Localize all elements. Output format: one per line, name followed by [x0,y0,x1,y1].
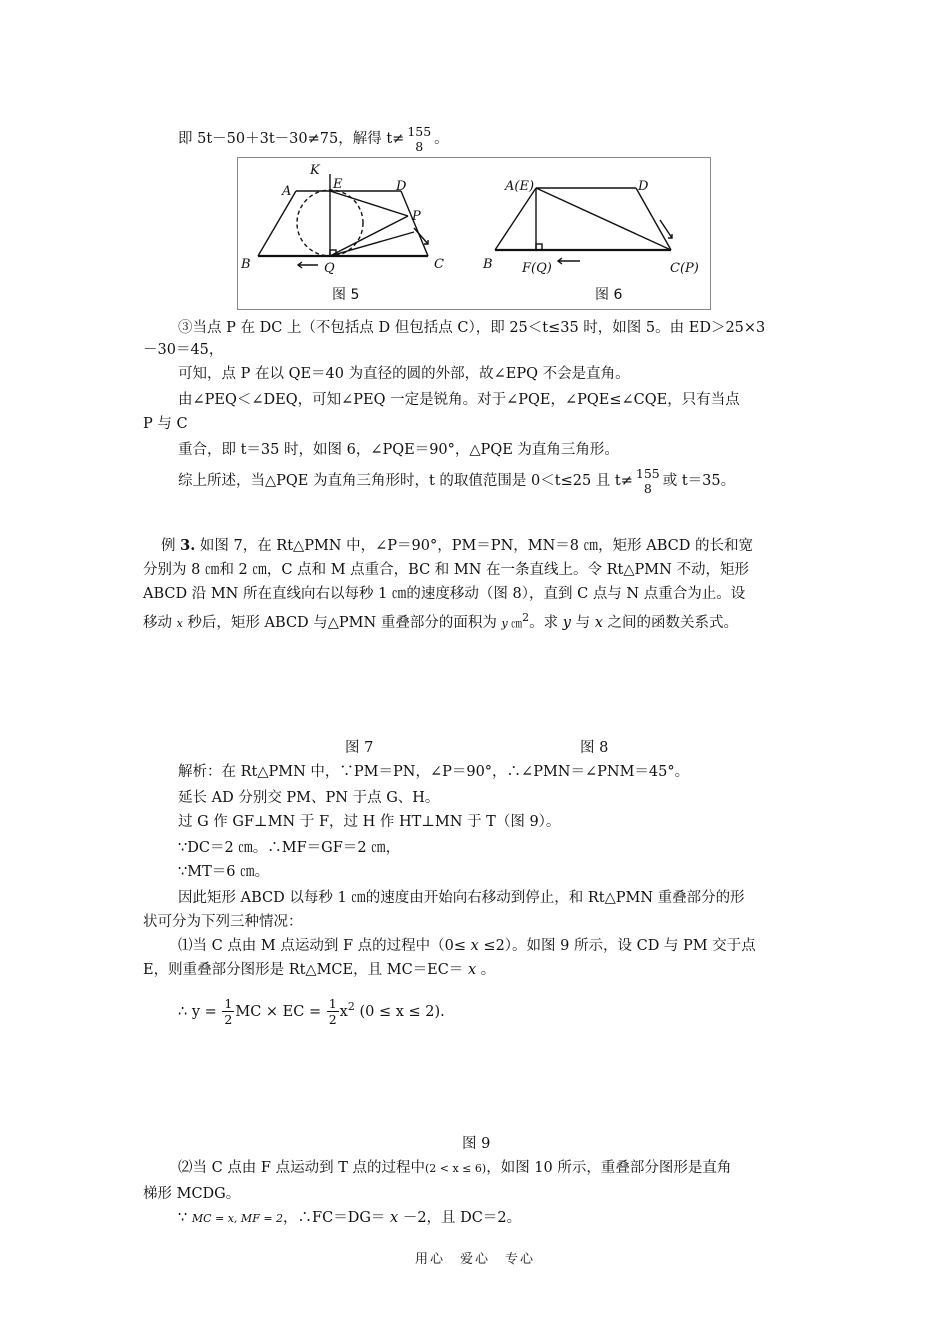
label-c-p: C(P) [670,261,699,276]
part3-line-2: －30＝45， [143,342,224,358]
analysis-line-7: 状可分为下列三种情况： [143,914,303,930]
figure-7-caption: 图 7 [345,740,374,756]
case1-line-1: ⑴当 C 点由 M 点运动到 F 点的过程中（0≤ x ≤2）。如图 9 所示，设 CD 与 PM 交于点 [178,938,756,954]
analysis-line-3: 过 G 作 GF⊥MN 于 F，过 H 作 HT⊥MN 于 T（图 9）。 [178,814,561,830]
label-p: P [412,209,421,224]
example3-line-4: 移动 x 秒后，矩形 ABCD 与△PMN 重叠部分的面积为 y ㎝$^2$。求 y 与 x 之间的函数关系式。 [143,611,738,631]
example3-line-3: ABCD 沿 MN 所在直线向右以每秒 1 ㎝的速度移动（图 8），直到 C 点与 N 点重合为止。设 [143,586,746,602]
part3-line-6: 重合，即 t＝35 时，如图 6，∠PQE＝90°，△PQE 为直角三角形。 [178,442,619,458]
case1-line-2: E，则重叠部分图形是 Rt△MCE，且 MC＝EC＝ x 。 [143,962,496,978]
figure-9-caption: 图 9 [462,1136,491,1152]
label-k: K [310,163,320,178]
label-f-q: F(Q) [522,261,552,276]
solve-line: 即 5t－50＋3t－30≠75，解得 t≠ 155 8 。 [178,124,449,154]
part3-line-4: 由∠PEQ＜∠DEQ，可知∠PEQ 一定是锐角。对于∠PQE，∠PQE≤∠CQE，只有当点 [178,392,740,408]
figure-5-6-svg [238,158,710,309]
label-d: D [396,179,407,194]
case2-line-3: ∵ MC = x, MF = 2，∴FC＝DG＝ x －2，且 DC＝2。 [178,1210,522,1226]
figure-5-6-box [237,157,711,310]
label-b-6: B [483,257,493,272]
page-footer: 用心 爱心 专心 [414,1252,535,1267]
analysis-line-2: 延长 AD 分别交 PM、PN 于点 G、H。 [178,790,440,806]
part3-line-5: P 与 C [143,416,188,432]
fraction-155-over-8: 155 8 [635,466,660,496]
case1-formula: ∴ y = $\frac{1}{2}$ MC × EC = $\frac{1}{2}$ $x^2$ (0 ≤ x ≤ 2). [178,996,445,1028]
fraction-half: $\frac{1}{2}$ [224,996,233,1028]
label-a: A [282,184,292,199]
analysis-line-5: ∵MT＝6 ㎝。 [178,864,270,880]
case2-line-2: 梯形 MCDG。 [143,1186,241,1202]
fraction-half: $\frac{1}{2}$ [328,996,337,1028]
example3-line-1: 例 3. 如图 7，在 Rt△PMN 中，∠P＝90°，PM＝PN，MN＝8 ㎝，矩形 ABCD 的长和宽 [161,537,753,554]
label-d-6: D [638,179,649,194]
example3-line-2: 分别为 8 ㎝和 2 ㎝，C 点和 M 点重合，BC 和 MN 在一条直线上。令 Rt△PMN 不动，矩形 [143,562,749,578]
figure-6-caption: 图 6 [595,287,623,303]
fraction-155-over-8: 155 8 [407,124,432,154]
analysis-line-4: ∵DC＝2 ㎝。∴MF＝GF＝2 ㎝， [178,840,401,856]
label-a-e: A(E) [505,179,535,194]
part3-conclusion: 综上所述，当△PQE 为直角三角形时，t 的取值范围是 0＜t≤25 且 t≠ 155 8 或 t＝35。 [178,466,736,496]
part3-line-1: ③当点 P 在 DC 上（不包括点 D 但包括点 C），即 25＜t≤35 时，如图 5。由 ED＞25×3 [178,320,766,336]
analysis-line-1: 解析：在 Rt△PMN 中，∵PM＝PN，∠P＝90°，∴∠PMN＝∠PNM＝45°。 [178,764,690,780]
case2-line-1: ⑵当 C 点由 F 点运动到 T 点的过程中(2 < x ≤ 6)，如图 10 所示，重叠部分图形是直角 [178,1160,732,1176]
label-c: C [434,257,444,272]
label-q: Q [324,261,335,276]
figure-8-caption: 图 8 [580,740,609,756]
label-b: B [241,257,251,272]
analysis-line-6: 因此矩形 ABCD 以每秒 1 ㎝的速度由开始向右移动到停止，和 Rt△PMN 重叠部分的形 [178,890,745,906]
figure-5-caption: 图 5 [332,287,360,303]
part3-line-3: 可知，点 P 在以 QE＝40 为直径的圆的外部，故∠EPQ 不会是直角。 [178,366,630,382]
label-e: E [333,177,343,192]
figure-6-drawing [495,188,672,264]
